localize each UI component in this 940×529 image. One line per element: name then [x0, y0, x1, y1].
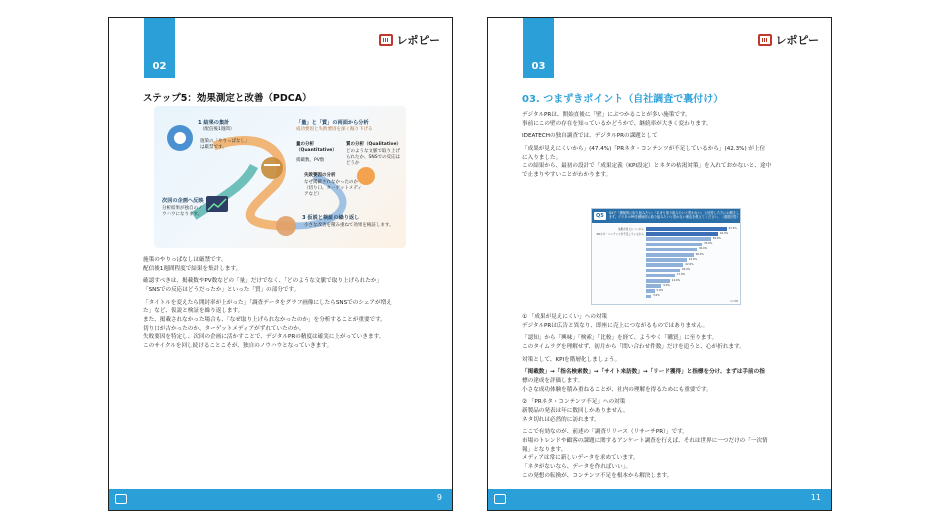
survey-note: n=188: [729, 300, 738, 303]
text-line: 「SNSでの反応はどうだったか」といった「質」の部分です。: [143, 286, 300, 293]
text-line: 標の達成を評価します。: [522, 377, 584, 384]
text-line: 報」となります。: [522, 446, 567, 453]
logo-text: レポピー: [396, 34, 440, 47]
bar-row: [596, 258, 738, 262]
text-line: 「認知」から「興味」「検索」「比較」を経て、ようやく「購買」に至ります。: [522, 335, 718, 342]
quant-title: 量の分析（Quantitative）: [296, 142, 337, 154]
page-number: 9: [436, 493, 442, 502]
step1-note: 施策の「やりっぱなし」は厳禁です。: [200, 139, 250, 151]
ticket-logo-icon: [758, 34, 772, 46]
quant-body: 掲載数、PV数: [296, 158, 325, 163]
text-line: 切り口が古かったのか、ターゲットメディアがずれていたのか。: [143, 325, 305, 332]
fail-body: なぜ掲載されなかったのか（切り口、ターゲットメディアなど）: [304, 180, 362, 198]
bar: [646, 248, 697, 252]
text-line: ネタ切れは必然的に訪れます。: [522, 416, 600, 423]
text-line: この発想の転換が、コンテンツ不足を根本から解決します。: [522, 472, 673, 479]
text-line: 対策として、KPIを階層化しましょう。: [522, 356, 621, 363]
text-line: 配信後1週間程度で結果を集計します。: [143, 265, 242, 272]
bar-label: 成果が見えにくいから: [618, 227, 644, 231]
bar-row: [596, 295, 738, 299]
page-title: 03. つまずきポイント（自社調査で裏付け）: [522, 94, 724, 105]
bar-row: [596, 232, 738, 236]
page-footer: [488, 489, 831, 510]
text-line: また、掲載されなかった場合も、「なぜ取り上げられなかったのか」を分析することが重要です。: [143, 316, 386, 323]
bar: [646, 284, 661, 288]
bar: [646, 263, 683, 267]
survey-chart: [591, 208, 741, 305]
brand-logo: [758, 32, 819, 48]
bar-row: [596, 263, 738, 267]
pdca-infographic: [154, 106, 406, 248]
text-line: 失敗要因を特定し、次回の企画に活かすことで、デジタルPRの精度は確実に上がっていきます。: [143, 334, 385, 341]
bar-value-label: 33.0%: [704, 242, 713, 246]
right-intro-text: [522, 111, 822, 180]
text-line: た」など、仮説と検証を繰り返します。: [143, 308, 244, 315]
bar: [646, 279, 670, 283]
bar: [646, 232, 718, 236]
text-line: デジタルPRは、開始直後に「壁」にぶつかることが多い施策です。: [522, 112, 691, 118]
fail-title: 失敗要因の分析: [304, 173, 336, 178]
text-line: デジタルPRは広告と異なり、即座に売上につながるものではありません。: [522, 322, 709, 329]
bar: [646, 237, 711, 241]
document-page-right: [487, 17, 832, 511]
bar-value-label: 38.0%: [712, 236, 721, 240]
page-footer: [109, 489, 452, 510]
text-line: このタイムラグを理解せず、初月から「問い合わせ件数」だけを追うと、心が折れます。: [522, 343, 745, 350]
bar-value-label: 20.0%: [682, 268, 691, 272]
bar-value-label: 47.4%: [728, 226, 737, 230]
left-body-text: [143, 256, 443, 351]
bar-row: [596, 253, 738, 257]
bar: [646, 258, 687, 262]
ticket-logo-icon: [379, 34, 393, 46]
bar: [646, 269, 680, 273]
bar-row: [596, 237, 738, 241]
bar-value-label: 30.0%: [699, 247, 708, 251]
text-line: 市場のトレンドや顧客の課題に関するアンケート調査を行えば、それは世界に一つだけの「一次情: [522, 437, 768, 444]
page-number: 11: [810, 493, 821, 502]
text-line: 新製品の発表は年に数回しかありません。: [522, 407, 629, 414]
text-line: ここで有効なのが、前述の「調査リリース（リサーチPR）」です。: [522, 429, 688, 436]
bar-value-label: 28.0%: [695, 252, 704, 256]
survey-header: [592, 209, 740, 223]
bar-row: [596, 227, 738, 231]
qual-body: どのような文脈で取り上げられたか、SNSでの反応はどうか: [346, 149, 401, 167]
bar-value-label: 24.0%: [688, 257, 698, 261]
bar: [646, 243, 702, 247]
bar-row: [596, 284, 738, 288]
text-line: で止まりやすいことがわかります。: [522, 171, 612, 178]
bar-value-label: 9.0%: [663, 283, 670, 287]
text-line: この結果から、最初の設計で「成果定義（KPI設定）とネタの枯渇対策」を入れておかないと、途中: [522, 163, 772, 170]
step1-sub: （配信後1週間）: [200, 127, 235, 132]
text-line: 「成果が見えにくいから」(47.4%)「PRネタ・コンテンツが不足しているから」(42.3%) が上位: [522, 145, 766, 152]
bar-row: [596, 274, 738, 278]
text-line: 施策のやりっぱなしは厳禁です。: [143, 257, 227, 263]
bar-row: [596, 248, 738, 252]
ticket-footer-icon: [494, 494, 506, 504]
step2-sub: 成功要因と失敗要因を深く掘り下げる: [296, 127, 373, 132]
text-line: このサイクルを回し続けることこそが、独自のノウハウとなっていきます。: [143, 342, 333, 349]
step1-title: 1 結果の集計: [198, 120, 230, 126]
bar-row: [596, 269, 738, 273]
bar-value-label: 5.0%: [656, 288, 664, 292]
bar-value-label: 17.0%: [676, 273, 686, 277]
text-line: ② 「PRネタ・コンテンツ不足」への対策: [522, 399, 626, 406]
text-line: ① 「成果が見えにくい」への対策: [522, 314, 608, 320]
section-number-tab: 03: [523, 18, 554, 78]
text-line: メディアは常に新しいデータを求めています。: [522, 455, 639, 462]
page-title: ステップ5：効果測定と改善（PDCA）: [143, 93, 312, 104]
bar-value-label: 3.0%: [653, 294, 660, 298]
bar: [646, 253, 694, 257]
text-line: IDEATECHの独自調査では、デジタルPRの課題として: [522, 133, 658, 140]
bar-value-label: 22.0%: [685, 262, 694, 266]
text-line: 「掲載数」→「指名検索数」→「サイト来訪数」→「リード獲得」と指標を分け、まずは手前の指: [522, 369, 765, 376]
text-line: 「ネタがないなら、データを作ればいい」。: [522, 463, 632, 470]
ticket-footer-icon: [115, 494, 127, 504]
bar-row: [596, 279, 738, 283]
step4-title: 次回の企画へ反映: [162, 198, 204, 204]
step3-title: 3 仮説と検証の繰り返し: [302, 215, 360, 221]
qual-title: 質の分析（Qualitative）: [346, 142, 402, 147]
bar: [646, 289, 655, 293]
bar: [646, 295, 651, 299]
bar: [646, 227, 727, 231]
right-sections-text: [522, 313, 822, 480]
document-page-left: [108, 17, 453, 511]
survey-question-text: Q4で「積極的に取り組みたい」「あまり取り組みたいと思わない」と回答した方にお聞きします。デジタルPRを積極的に取り組みたいと思わない理由を教えてください。（複数回答）: [608, 211, 740, 219]
bar: [646, 274, 675, 278]
step4-body: 分析結果が独自のノウハウになります。: [162, 206, 203, 218]
bar-row: [596, 289, 738, 293]
bar-value-label: 42.3%: [719, 231, 729, 235]
text-line: 「タイトルを変えたら開封率が上がった」「調査データをグラフ画像にしたらSNSでのシェアが増え: [143, 299, 392, 306]
section-number-tab: 02: [144, 18, 175, 78]
bar-label: PRネタ・コンテンツが不足しているから: [596, 232, 644, 236]
text-line: に入りました。: [522, 154, 562, 161]
text-line: 小さな成功体験を積み重ねることが、社内の理解を得るためにも重要です。: [522, 386, 712, 393]
bar-value-label: 14.0%: [671, 278, 681, 282]
text-line: 事前にこの壁の存在を知っているかどうかで、継続率が大きく変わります。: [522, 120, 712, 127]
step2-title: 「量」と「質」の両面から分析: [296, 120, 369, 126]
logo-text: レポピー: [775, 34, 819, 47]
survey-question-label: Q5: [596, 213, 604, 219]
bar-row: [596, 243, 738, 247]
text-line: 確認すべきは、掲載数やPV数などの「量」だけでなく、「どのような文脈で取り上げられたか」: [143, 278, 383, 285]
step3-body: 小さな改善を積み重ねて効果を検証します。: [304, 223, 394, 228]
brand-logo: [379, 32, 440, 48]
